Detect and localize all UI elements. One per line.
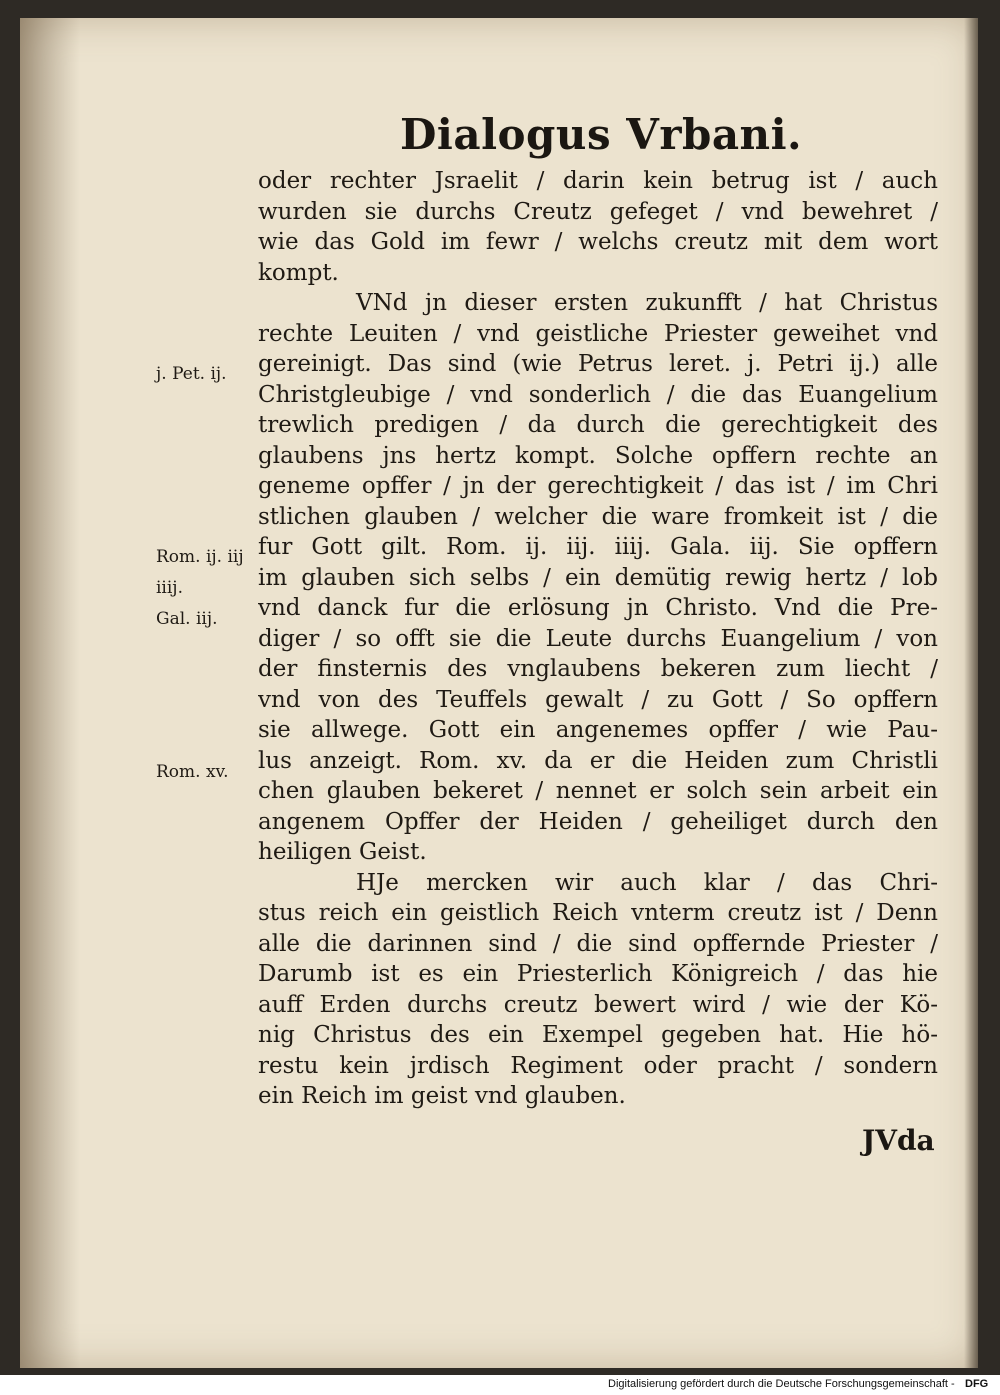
text-line: alle die darinnen sind / die sind opffernde Priester / <box>258 930 938 957</box>
text-line: Christgleubige / vnd sonderlich / die das Euangelium <box>258 381 938 408</box>
text-line: stus reich ein geistlich Reich vnterm creutz ist / Denn <box>258 900 938 926</box>
text-line: angenem Opffer der Heiden / geheiliget durch den <box>258 808 938 835</box>
digitization-credit: Digitalisierung gefördert durch die Deutsche Forschungsgemeinschaft - <box>608 1378 955 1390</box>
text-line: chen glauben bekeret / nennet er solch sein arbeit ein <box>258 778 938 804</box>
text-line: ein Reich im geist vnd glauben. <box>258 1083 626 1109</box>
text-line: trewlich predigen / da durch die gerechtigkeit des <box>258 412 938 438</box>
margin-note: Rom. xv. <box>156 762 229 782</box>
text-line: oder rechter Jsraelit / darin kein betrug ist / auch <box>258 168 938 194</box>
margin-note: iiij. <box>156 578 183 598</box>
catchword: JVda <box>862 1124 935 1157</box>
text-line: rechte Leuiten / vnd geistliche Priester geweihet vnd <box>258 320 938 347</box>
text-line: im glauben sich selbs / ein demütig rewig hertz / lob <box>258 564 938 591</box>
running-head: Dialogus Vrbani. <box>400 110 803 159</box>
dfg-logo: DFG <box>965 1378 989 1390</box>
text-line: diger / so offt sie die Leute durchs Euangelium / von <box>258 625 938 652</box>
text-line: der finsternis des vnglaubens bekeren zum liecht / <box>258 656 938 682</box>
page-edge-shadow <box>964 18 978 1368</box>
text-line: Darumb ist es ein Priesterlich Königreich / das hie <box>258 961 938 987</box>
text-line: kompt. <box>258 259 339 286</box>
page-gutter-shadow <box>20 18 80 1368</box>
margin-note: Rom. ij. iij <box>156 547 244 567</box>
body-text <box>258 166 938 1112</box>
text-line: heiligen Geist. <box>258 839 427 865</box>
text-line: vnd von des Teuffels gewalt / zu Gott / So opffern <box>258 686 938 713</box>
text-line: auff Erden durchs creutz bewert wird / wie der Kö- <box>258 991 938 1018</box>
text-line: wurden sie durchs Creutz gefeget / vnd bewehret / <box>258 198 938 225</box>
text-line: gereinigt. Das sind (wie Petrus leret. j. Petri ij.) alle <box>258 351 938 377</box>
text-line: restu kein jrdisch Regiment oder pracht / sondern <box>258 1052 938 1079</box>
text-line: fur Gott gilt. Rom. ij. iij. iiij. Gala. iij. Sie opffern <box>258 534 938 560</box>
text-line: geneme opffer / jn der gerechtigkeit / das ist / im Chri <box>258 473 938 499</box>
text-line: stlichen glauben / welcher die ware fromkeit ist / die <box>258 503 938 530</box>
text-line: wie das Gold im fewr / welchs creutz mit dem wort <box>258 229 938 255</box>
text-line: sie allwege. Gott ein angenemes opffer / wie Pau- <box>258 717 938 743</box>
margin-note: Gal. iij. <box>156 609 218 629</box>
text-line: lus anzeigt. Rom. xv. da er die Heiden zum Christli <box>258 747 938 774</box>
text-line: vnd danck fur die erlösung jn Christo. Vnd die Pre- <box>258 595 938 621</box>
text-line: nig Christus des ein Exempel gegeben hat. Hie hö- <box>258 1022 938 1048</box>
margin-note: j. Pet. ij. <box>156 364 227 384</box>
paragraph-start-line: HJe mercken wir auch klar / das Chri- <box>356 869 938 896</box>
text-line: glaubens jns hertz kompt. Solche opffern rechte an <box>258 442 938 469</box>
paragraph-start-line: VNd jn dieser ersten zukunfft / hat Christus <box>356 290 938 316</box>
